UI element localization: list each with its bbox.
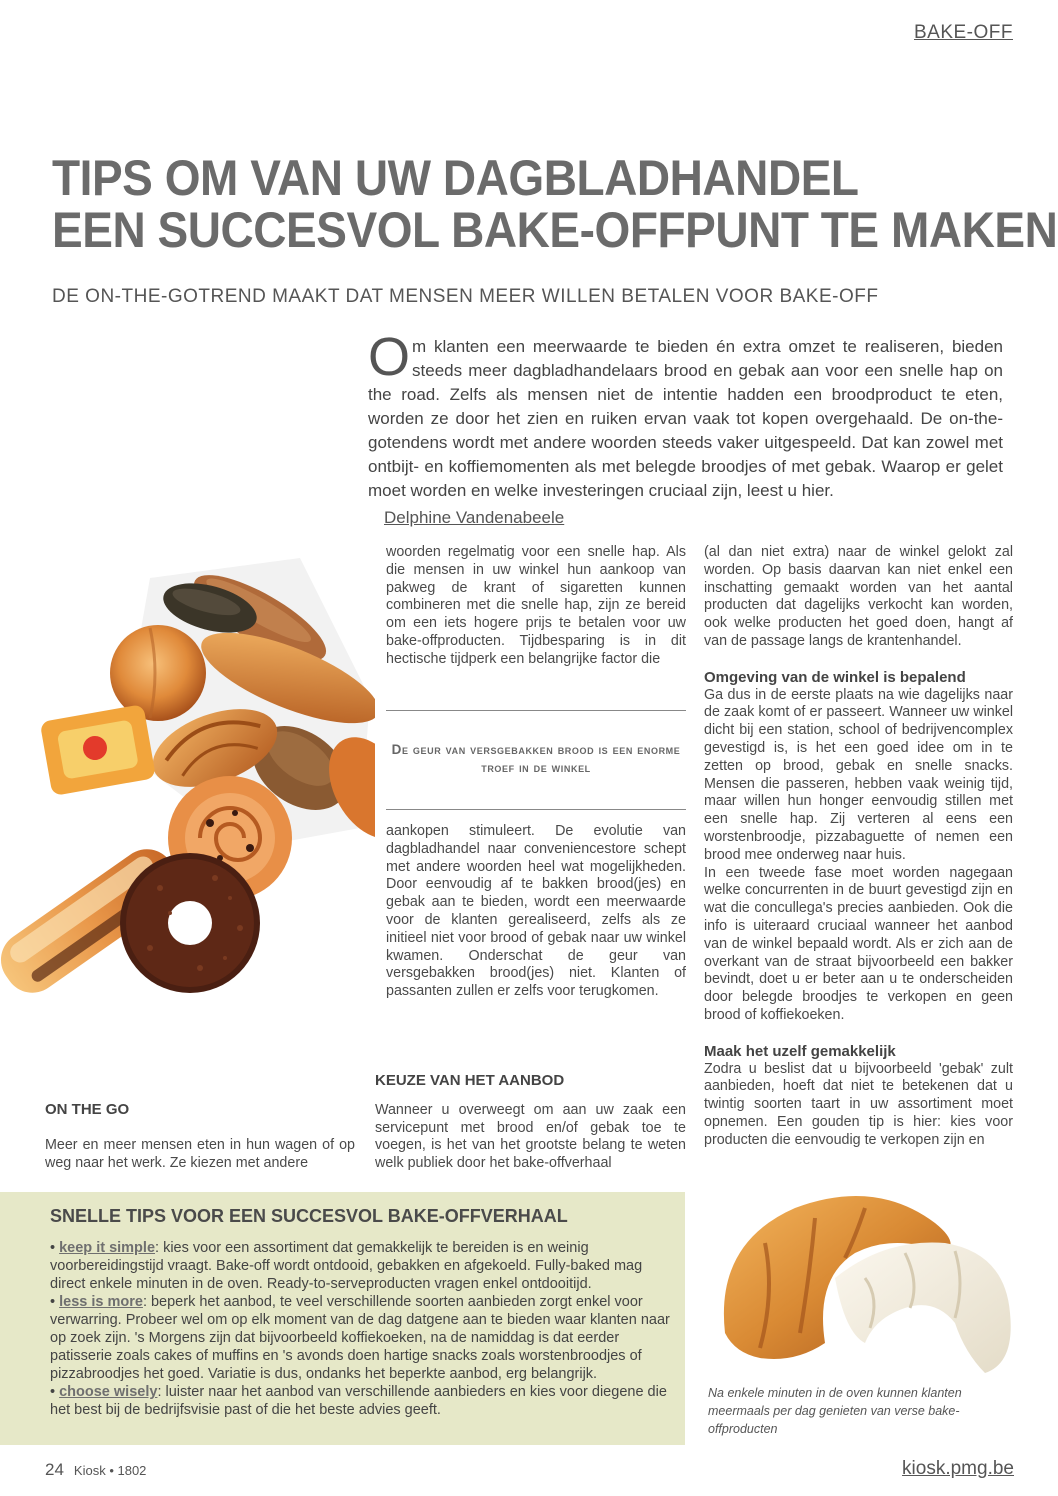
tip-item — [50, 1293, 677, 1383]
pastry-assortment-photo — [0, 548, 375, 1038]
heading-on-the-go: ON THE GO — [45, 1101, 130, 1118]
left-column — [45, 1101, 355, 1172]
page-number: 24 — [45, 1460, 64, 1479]
heading-maak-het-uzelf: Maak het uzelf gemakkelijk — [704, 1042, 896, 1060]
headline — [52, 150, 1058, 258]
tip-bullet: • — [50, 1240, 56, 1256]
right-column-paragraph-1: (al dan niet extra) naar de winkel gelokt zal worden. Op basis daarvan kan niet enkel een inschatting gemaakt worden van het aantal producten dat dagelijks verkocht kan worden, ook welke producten het goed doen, hangt af van de passage langs de krantenhandel. — [704, 544, 1013, 649]
magazine-issue: Kiosk • 1802 — [73, 1463, 147, 1478]
right-column-paragraph-2: Ga dus in de eerste plaats na wie dagelijks naar de zaak komt of er passeert. Wanneer uw winkel dicht bij een station, school of bedrijvencomplex gevestigd is, is het een goed idee om in te zetten op brood, gebak en snelle snacks. Mensen die passeren, hebben vaak weinig tijd, maar willen hun honger eenvoudig stillen met een snelle hap. Zij verteren al eens een worstenbroodje, pizzabaguette of nemen een brood mee onderweg naar huis. — [704, 686, 1013, 863]
right-column-paragraph-3: In een tweede fase moet worden nagegaan welke concurrenten in de buurt gevestigd zijn en wat die concullega's precies aanbieden. Ook die info is uiteraard cruciaal wanneer het aanbod van de winkel bepaald wordt. Als er zich aan de overkant van de straat bijvoorbeeld een bakker bevindt, doet u er beter aan u te onderscheiden door belegde broodjes te verkopen en geen brood of koffiekoeken. — [704, 864, 1013, 1023]
middle-column-bottom-text: Wanneer u overweegt om aan uw zaak een servicepunt met brood en/of gebak toe te voegen, is het van het grootste belang te weten welk publiek door het bake-offverhaal — [375, 1101, 686, 1172]
middle-column-bottom — [375, 1072, 686, 1173]
tip-bullet: • — [50, 1384, 56, 1400]
intro-paragraph — [368, 327, 1003, 503]
tip-text: : kies voor een assortiment dat gemakkelijk te bereiden is en weinig voorbereidingstijd vraagt. Bake-off wordt ontdooid, gebakken en afgekoeld. Fully-baked mag direct enkele minuten in de oven. Ready-to-serveproducten vragen enkel ontdooitijd. — [50, 1240, 643, 1292]
middle-column-top-text: woorden regelmatig voor een snelle hap. Als die mensen in uw winkel hun aankoop van pakweg de krant of sigaretten kunnen combineren met die snelle hap, zijn ze bereid om een iets hogere prijs te betalen voor uw bake-offproducten. Tijdbesparing is in dit hectische tijdperk een belangrijke factor die — [386, 544, 686, 667]
photo-caption: Na enkele minuten in de oven kunnen klanten meermaals per dag genieten van verse bake-offproducten — [708, 1386, 962, 1436]
website-link[interactable]: kiosk.pmg.be — [902, 1458, 1014, 1479]
heading-omgeving: Omgeving van de winkel is bepalend — [704, 668, 966, 686]
croissant-photo — [705, 1183, 1020, 1378]
tip-keyword-link[interactable]: less is more — [59, 1294, 143, 1310]
footer-left — [45, 1460, 146, 1480]
tip-bullet: • — [50, 1294, 56, 1310]
headline-line-2: EEN SUCCESVOL BAKE-OFFPUNT TE MAKEN — [52, 202, 1058, 258]
right-column — [704, 544, 1013, 1150]
tip-text: : luister naar het aanbod van verschillende aanbieders en kies voor diegene die het best bij de bedrijfsvisie past of die het beste advies geeft. — [50, 1384, 667, 1418]
intro-dropcap: O — [368, 327, 411, 387]
tip-list — [50, 1239, 677, 1419]
tip-text: : beperk het aanbod, te veel verschillende soorten aanbieden zorgt enkel voor verwarring. Probeer wel om op elk moment van de dag datgene aan te bieden waar klanten naar op zoek zijn. 's Morgens zijn dat bijvoorbeeld koffiekoeken, na de namiddag is dat eerder patisserie zoals cakes of muffins en 's avonds doen hartige snacks zoals worstenbroodjes of pizzabroodjes het goed. Variatie is dus, ondanks het beperkte aanbod, erg belangrijk. — [50, 1294, 670, 1382]
tip-box-title: SNELLE TIPS VOOR EEN SUCCESVOL BAKE-OFFVERHAAL — [50, 1206, 568, 1226]
middle-column-continued-text: aankopen stimuleert. De evolutie van dagbladhandel naar conveniencestore schept met andere woorden heel wat mogelijkheden. Door eenvoudig af te bakken brood(jes) en gebak aan te bieden, wordt een meerwaarde voor de klanten gerealiseerd, zelfs als ze initieel niet voor brood of gebak naar uw winkel kwamen. Onderschat de geur van versgebakken brood(jes) niet. Klanten of passanten zullen er zelfs voor terugkomen. — [386, 823, 686, 1000]
subheadline: DE ON-THE-GOTREND MAAKT DAT MENSEN MEER WILLEN BETALEN VOOR BAKE-OFF — [52, 286, 879, 307]
section-tag: BAKE-OFF — [913, 22, 1013, 43]
headline-line-1: TIPS OM VAN UW DAGBLADHANDEL — [52, 150, 859, 206]
tip-item — [50, 1383, 677, 1419]
right-column-paragraph-4: Zodra u beslist dat u bijvoorbeeld 'gebak' zult aanbieden, hoeft dat niet te betekenen dat u twintig soorten taart in uw assortiment moet opnemen. Een gouden tip is hier: kies voor producten die eenvoudig te verkopen zijn en — [704, 1060, 1013, 1148]
left-column-text: Meer en meer mensen eten in hun wagen of op weg naar het werk. Ze kiezen met andere — [45, 1136, 355, 1171]
intro-text: m klanten een meerwaarde te bieden én extra omzet te realiseren, bieden steeds meer dagbladhandelaars brood en gebak aan voor een snelle hap on the road. Zelfs als mensen niet de intentie hadden een broodproduct te eten, worden ze door het zien en ruiken ervan vaak tot kopen overgehaald. De on-the-gotendens wordt met andere woorden steeds vaker uitgespeeld. Dat kan zowel met ontbijt- en koffiemomenten als met belegde broodjes of met gebak. Waarop er gelet moet worden en welke investeringen cruciaal zijn, leest u hier. — [368, 337, 1003, 500]
pullquote — [386, 710, 686, 810]
tip-box — [0, 1192, 685, 1445]
middle-column-continued — [386, 823, 686, 1001]
middle-column-top — [386, 544, 686, 669]
tip-item — [50, 1239, 677, 1293]
pullquote-text: De geur van versgebakken brood is een enorme troef in de winkel — [391, 742, 681, 775]
author-byline[interactable]: Delphine Vandenabeele — [384, 508, 565, 527]
tip-keyword-link[interactable]: choose wisely — [59, 1384, 158, 1400]
tip-keyword-link[interactable]: keep it simple — [59, 1240, 156, 1256]
heading-keuze-van-het-aanbod: KEUZE VAN HET AANBOD — [375, 1072, 565, 1089]
